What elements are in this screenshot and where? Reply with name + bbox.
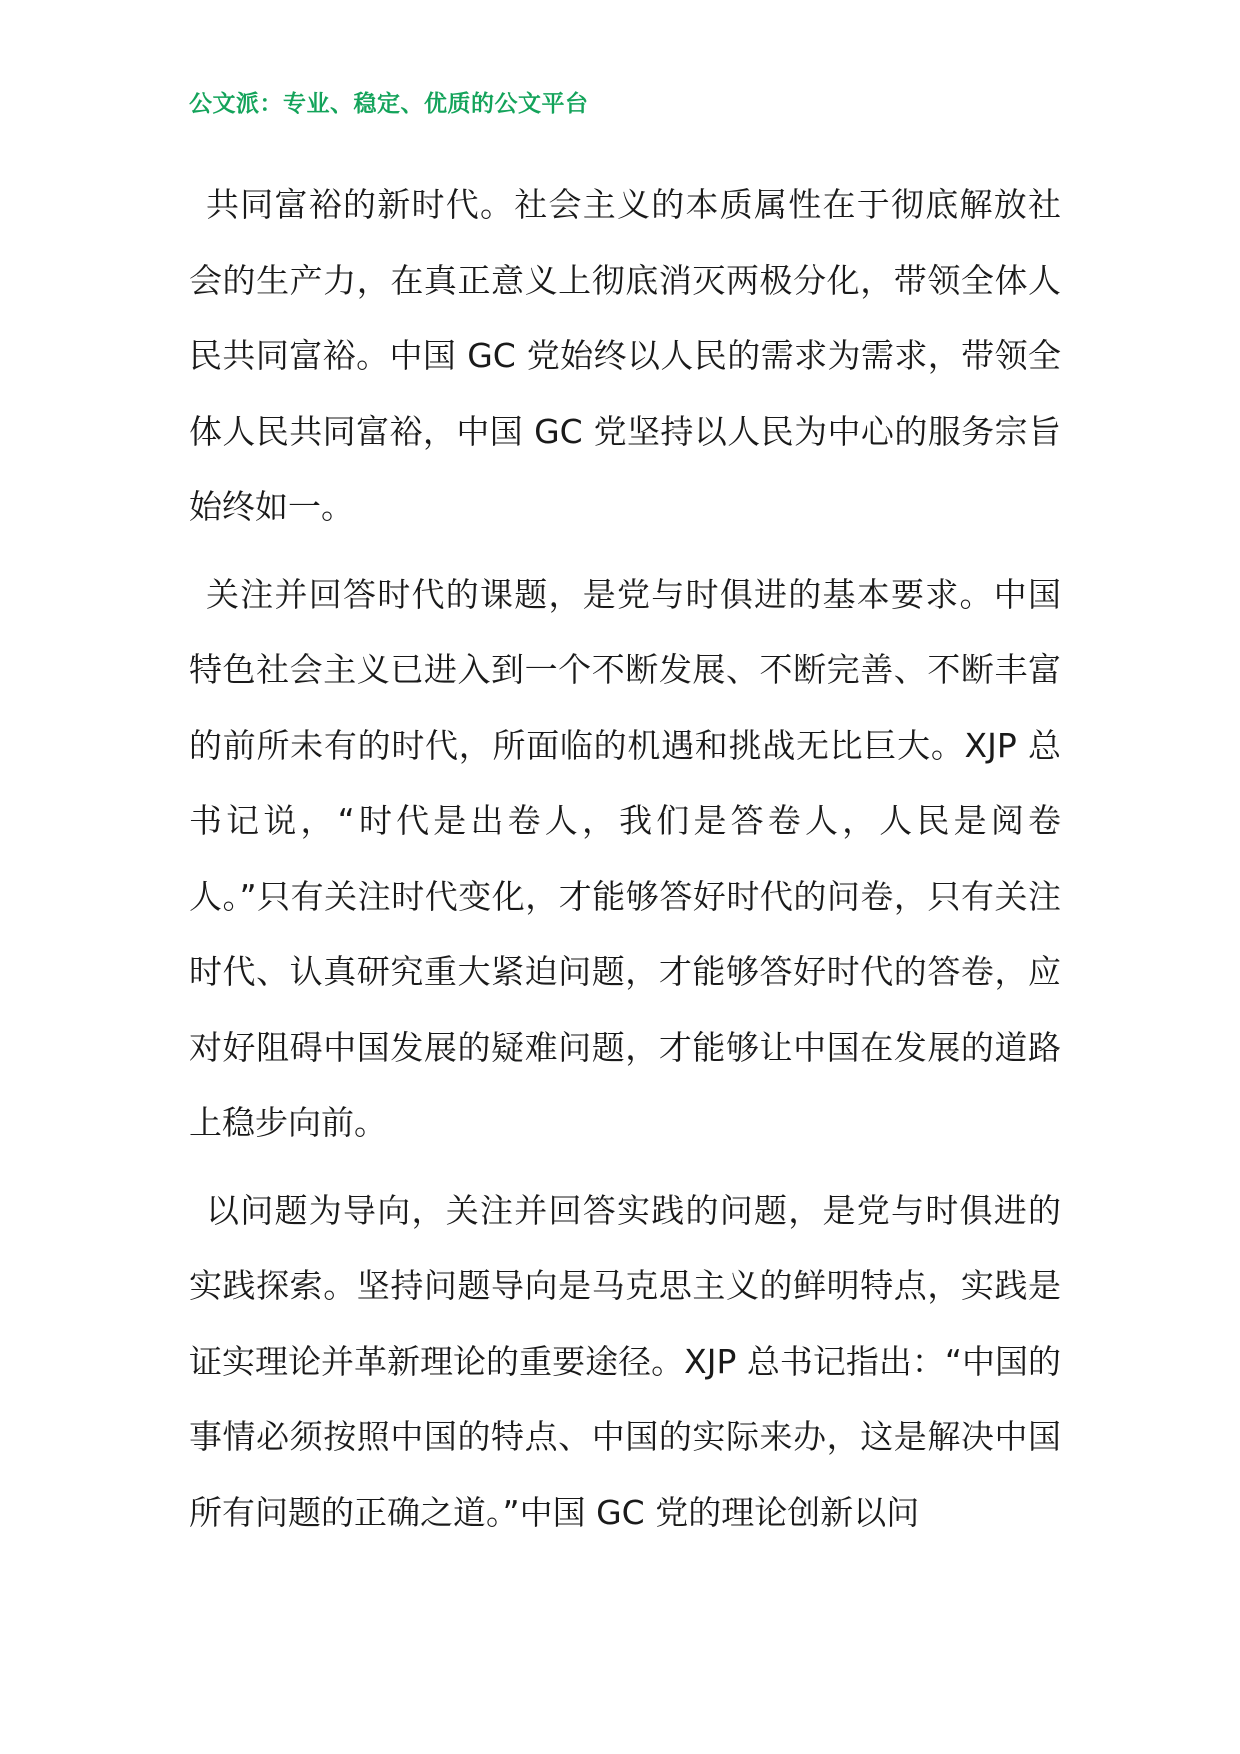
- document-body: [189, 167, 1061, 1550]
- page-header: 公文派：专业、稳定、优质的公文平台: [189, 91, 589, 117]
- paragraph-1: 共同富裕的新时代。社会主义的本质属性在于彻底解放社会的生产力，在真正意义上彻底消灭两极分化，带领全体人民共同富裕。中国 GC 党始终以人民的需求为需求，带领全体人民共同富裕，中国 GC 党坚持以人民为中心的服务宗旨始终如一。: [189, 185, 1061, 526]
- paragraph-2: 关注并回答时代的课题，是党与时俱进的基本要求。中国特色社会主义已进入到一个不断发展、不断完善、不断丰富的前所未有的时代，所面临的机遇和挑战无比巨大。XJP 总书记说，“时代是出卷人，我们是答卷人，人民是阅卷人。”只有关注时代变化，才能够答好时代的问卷，只有关注时代、认真研究重大紧迫问题，才能够答好时代的答卷，应对好阻碍中国发展的疑难问题，才能够让中国在发展的道路上稳步向前。: [189, 574, 1061, 1142]
- paragraph-3: 以问题为导向，关注并回答实践的问题，是党与时俱进的实践探索。坚持问题导向是马克思主义的鲜明特点，实践是证实理论并革新理论的重要途径。XJP 总书记指出：“中国的事情必须按照中国的特点、中国的实际来办，这是解决中国所有问题的正确之道。”中国 GC 党的理论创新以问: [189, 1190, 1061, 1532]
